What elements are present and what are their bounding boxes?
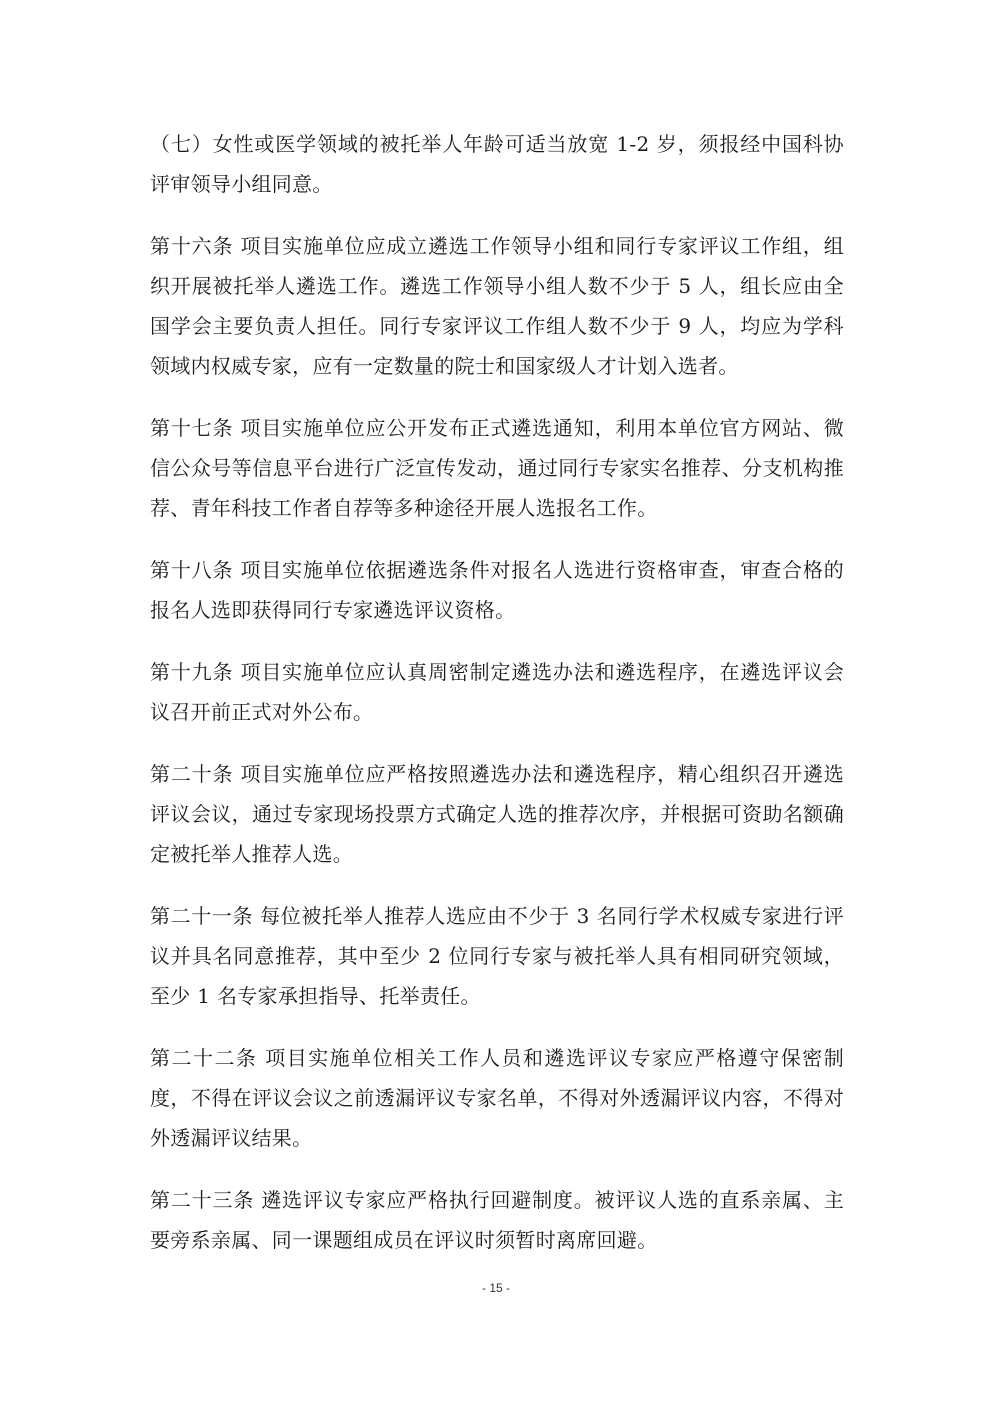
paragraph-article-22: 第二十二条 项目实施单位相关工作人员和遴选评议专家应严格遵守保密制度，不得在评议会议之前透漏评议专家名单，不得对外透漏评议内容，不得对外透漏评议结果。 <box>150 1046 844 1150</box>
paragraph-article-21: 第二十一条 每位被托举人推荐人选应由不少于 3 名同行学术权威专家进行评议并具名同意推荐，其中至少 2 位同行专家与被托举人具有相同研究领域，至少 1 名专家承担指导、托举责任。 <box>150 904 844 1008</box>
document-body <box>150 124 844 1282</box>
paragraph-article-18: 第十八条 项目实施单位依据遴选条件对报名人选进行资格审查，审查合格的报名人选即获得同行专家遴选评议资格。 <box>150 558 844 622</box>
paragraph-article-20: 第二十条 项目实施单位应严格按照遴选办法和遴选程序，精心组织召开遴选评议会议，通过专家现场投票方式确定人选的推荐次序，并根据可资助名额确定被托举人推荐人选。 <box>150 762 844 866</box>
paragraph-article-17: 第十七条 项目实施单位应公开发布正式遴选通知，利用本单位官方网站、微信公众号等信息平台进行广泛宣传发动，通过同行专家实名推荐、分支机构推荐、青年科技工作者自荐等多种途径开展人选报名工作。 <box>150 416 844 520</box>
page-number: - 15 - <box>481 1281 510 1295</box>
paragraph-article-23: 第二十三条 遴选评议专家应严格执行回避制度。被评议人选的直系亲属、主要旁系亲属、同一课题组成员在评议时须暂时离席回避。 <box>150 1188 844 1252</box>
paragraph-article-19: 第十九条 项目实施单位应认真周密制定遴选办法和遴选程序，在遴选评议会议召开前正式对外公布。 <box>150 660 844 724</box>
paragraph-article-16: 第十六条 项目实施单位应成立遴选工作领导小组和同行专家评议工作组，组织开展被托举人遴选工作。遴选工作领导小组人数不少于 5 人，组长应由全国学会主要负责人担任。同行专家评议工作组人数不少于 9 人，均应为学科领域内权威专家，应有一定数量的院士和国家级人才计划入选者。 <box>150 234 844 378</box>
paragraph-clause-7: （七）女性或医学领域的被托举人年龄可适当放宽 1-2 岁，须报经中国科协评审领导小组同意。 <box>150 132 844 196</box>
